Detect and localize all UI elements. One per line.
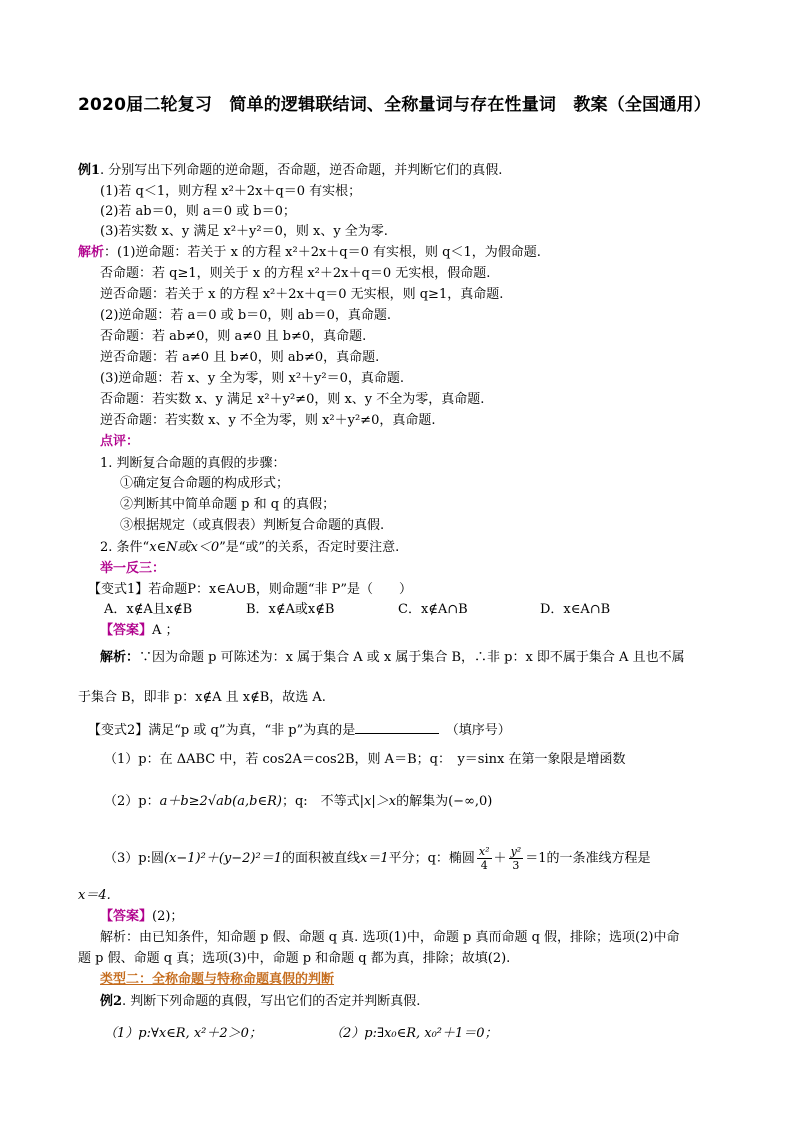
variant-2-label: 【变式2】 [88,723,149,738]
math-expression: |x|＞x [359,794,397,809]
variant-1-solution-cont: 于集合 B，即非 p：x∉A 且 x∉B，故选 A. [78,690,326,705]
math-expression: x＝1 [359,851,389,866]
example-2-item-1: （1）p:∀x∈R, x²＋2＞0； [104,1026,262,1041]
comment-step: ②判断其中简单命题 p 和 q 的真假； [120,497,336,512]
variant-2-solution: 解析：由已知条件，知命题 p 假、命题 q 真. 选项(1)中，命题 p 真而命题 q 假，排除；选项(2)中命 [100,930,680,945]
variant-2-solution-cont: 题 p 假、命题 q 真；选项(3)中，命题 p 和命题 q 都为真，排除；故填(2). [78,951,511,966]
variant-2-item-3-cont: x＝4. [78,888,111,903]
math-expression: (−∞,0) [448,794,493,809]
answer-label: 【答案】 [100,623,153,638]
fraction: $\frac{\text{y²}}{3}$ [510,845,522,872]
example-1-item: (1)若 q＜1，则方程 x²＋2x＋q＝0 有实根； [100,184,362,199]
analysis-1-line: (2)逆命题：若 a＝0 或 b＝0，则 ab＝0，真命题. [100,308,392,323]
page-title: 2020届二轮复习 简单的逻辑联结词、全称量词与存在性量词 教案（全国通用） [78,95,711,115]
analysis-label: 解析 [78,245,105,260]
example-2-label: 例2 [100,994,123,1009]
comment-paragraph: 2. 条件“x∈N或x＜0”是“或”的关系，否定时要注意. [100,540,400,555]
variant-1-option-c: C．x∉A∩B [398,602,468,617]
practice-label: 举一反三： [100,561,166,576]
math-expression: (x−1)²＋(y−2)²＝1 [163,851,282,866]
variant-2-item-3: （3）p:圆(x−1)²＋(y−2)²＝1的面积被直线x＝1平分；q：椭圆 $\frac{\text{x²}}{4}$ ＋ $\frac{\text{y²}}{3}$ ＝1的一条准线方程是 [104,845,651,872]
comment-step: ③根据规定（或真假表）判断复合命题的真假. [120,518,385,533]
analysis-1-line: (3)逆命题：若 x、y 全为零，则 x²＋y²＝0，真命题. [100,371,404,386]
variant-1-option-b: B．x∉A或x∉B [246,602,335,617]
example-2-heading: 例2. 判断下列命题的真假，写出它们的否定并判断真假. [100,994,421,1009]
analysis-1-line: 否命题：若实数 x、y 满足 x²＋y²≠0，则 x、y 不全为零，真命题. [100,392,485,407]
variant-1-option-a: A．x∉A且x∉B [104,602,193,617]
fill-blank[interactable] [355,720,439,734]
example-2-item-2: （2）p:∃x₀∈R, x₀²＋1＝0； [330,1026,498,1041]
example-1-item: (2)若 ab＝0，则 a＝0 或 b＝0； [100,204,296,219]
example-1-label: 例1 [78,163,101,178]
variant-1-question: 【变式1】若命题P：x∈A∪B，则命题“非 P”是（ ） [88,582,412,597]
variant-2-item-1: （1）p：在 ΔABC 中，若 cos2A＝cos2B，则 A＝B；q： y＝sinx 在第一象限是增函数 [104,752,626,767]
variant-1-label: 【变式1】 [88,582,149,597]
variant-1-option-d: D．x∈A∩B [540,602,611,617]
comment-paragraph: 1. 判断复合命题的真假的步骤： [100,456,286,471]
comment-label: 点评： [100,434,140,449]
analysis-1-line: 逆否命题：若实数 x、y 不全为零，则 x²＋y²≠0，真命题. [100,413,436,428]
fraction: $\frac{\text{x²}}{4}$ [478,845,490,872]
comment-step: ①确定复合命题的构成形式； [120,476,290,491]
analysis-1-line: 否命题：若 ab≠0，则 a≠0 且 b≠0，真命题. [100,329,367,344]
analysis-1-line: 解析：(1)逆命题：若关于 x 的方程 x²＋2x＋q＝0 有实根，则 q＜1，为假命题. [78,245,541,260]
section-heading: 类型二：全称命题与特称命题真假的判断 [100,972,335,987]
math-expression: x∈N或x＜0 [149,540,220,555]
analysis-1-line: 逆否命题：若 a≠0 且 b≠0，则 ab≠0，真命题. [100,350,380,365]
variant-1-solution: 解析：∵因为命题 p 可陈述为：x 属于集合 A 或 x 属于集合 B，∴非 p：x 即不属于集合 A 且也不属 [100,650,685,665]
variant-2-answer: 【答案】(2)； [100,909,184,924]
example-1-text: . 分别写出下列命题的逆命题，否命题，逆否命题，并判断它们的真假. [100,163,503,178]
variant-1-answer: 【答案】A ； [100,623,179,638]
analysis-1-line: 否命题：若 q≥1，则关于 x 的方程 x²＋2x＋q＝0 无实根，假命题. [100,266,491,281]
analysis-1-line: 逆否命题：若关于 x 的方程 x²＋2x＋q＝0 无实根，则 q≥1，真命题. [100,287,504,302]
example-1-item: (3)若实数 x、y 满足 x²＋y²＝0，则 x、y 全为零. [100,224,388,239]
solution-label: 解析： [100,650,140,665]
answer-label: 【答案】 [100,909,153,924]
example-1-heading [78,161,502,181]
variant-2-question: 【变式2】满足“p 或 q”为真，“非 p”为真的是 （填序号） [88,720,511,741]
math-expression: a＋b≥2√ab(a,b∈R) [159,794,282,809]
variant-2-item-2: （2）p：a＋b≥2√ab(a,b∈R)；q: 不等式|x|＞x的解集为(−∞,0) [104,794,493,809]
